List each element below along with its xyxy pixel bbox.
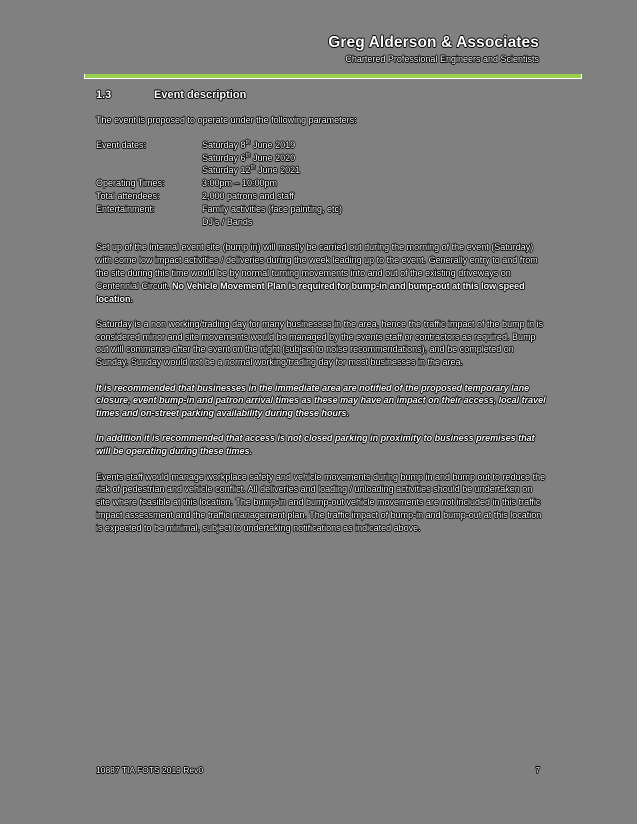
event-parameters <box>96 139 548 229</box>
paragraph-event-staff: Events staff would manage workplace safety and vehicle movements during bump in and bump out to reduce the risk of pedestrian and vehicle conflict. All deliveries and loading / unloading activities should be undertaken on site where feasible at this location. The bump-in and bump-out vehicle movements are not included in this traffic impact assessment and the traffic management plan. The traffic impact of bump-in and bump-out at this location is expected to be minimal, subject to undertaking notifications as indicated above. <box>96 471 546 533</box>
entertainment-values <box>202 203 548 229</box>
event-date: Saturday 12th June 2021 <box>202 165 301 176</box>
document-body <box>96 88 548 547</box>
event-date: Saturday 8th June 2019 <box>202 139 296 150</box>
section-heading <box>96 88 548 102</box>
operating-times-label: Operating Times: <box>96 178 165 189</box>
page-number: 7 <box>535 765 540 775</box>
section-number: 1.3 <box>96 89 112 101</box>
paragraph-bump-out: Saturday is a non working/trading day for many businesses in the area, hence the traffic impact of the bump in is considered minor and site movements would be managed by the events staff or contractors as required. Bump out will commence after the event on the night (subject to noise recommendations), and be completed on Sunday. Sunday would not be a normal working/trading day for most businesses in the area. <box>96 318 544 368</box>
total-attendees-label: Total attendees: <box>96 190 160 201</box>
event-dates <box>202 139 548 177</box>
letterhead <box>328 33 539 65</box>
section-title: Event description <box>154 89 247 101</box>
vmp-note: No Vehicle Movement Plan is required for bump-in and bump-out at this low speed location. <box>96 280 525 304</box>
event-date: Saturday 6th June 2020 <box>202 152 296 163</box>
page-footer <box>96 765 540 775</box>
entertainment-label: Entertainment: <box>96 203 155 214</box>
document-reference: 10887 TIA FOTS 2019 Rev0 <box>96 765 204 775</box>
operating-times-value: 3:00pm – 10:00pm <box>202 178 278 189</box>
paragraph-bump-in: Set up of the internal event site (bump in) will mostly be carried out during the morning of the event (Saturday) with some low impact activities / deliveries during the week leading up to the event. Generally entry to and from the site during this time would be by normal turning movements into and out of the existing driveways on Centennial Circuit. No Vehicle Movement Plan is required for bump-in and bump-out at this low speed location. <box>96 242 538 304</box>
entertainment-item: DJ’s / Bands <box>202 216 253 227</box>
paragraph-parking-recommendation: In addition it is recommended that access is not closed parking in proximity to business premises that will be operating during these times. <box>96 433 535 457</box>
company-name: Greg Alderson & Associates <box>328 34 539 51</box>
total-attendees-value: 2,000 patrons and staff <box>202 190 294 201</box>
entertainment-item: Family activities (face painting, etc) <box>202 203 343 214</box>
header-rule <box>84 74 582 79</box>
event-dates-label: Event dates: <box>96 139 147 150</box>
paragraph-notification-recommendation: It is recommended that businesses in the immediate area are notified of the proposed temporary lane closure, event bump-in and patron arrival times as these may have an impact on their access, local travel times and on-street parking availability during these hours. <box>96 382 546 419</box>
company-tagline: Chartered Professional Engineers and Scientists <box>345 54 539 64</box>
intro-text: The event is proposed to operate under the following parameters: <box>96 115 357 125</box>
